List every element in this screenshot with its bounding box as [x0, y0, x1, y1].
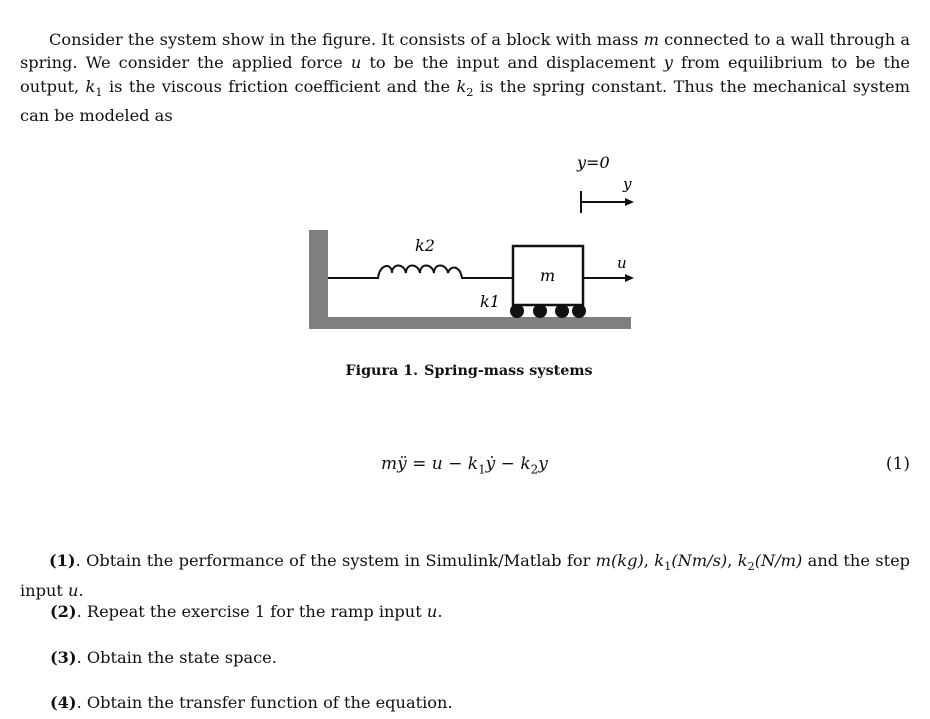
intro-text-5: is the viscous friction coefficient and the	[102, 76, 457, 96]
exercise-2-var-u: u	[426, 602, 438, 621]
exercise-1-sub-k1: 1	[664, 559, 672, 574]
equation-sub-1: 1	[478, 462, 486, 477]
intro-var-y: y	[663, 53, 673, 73]
equation-rhs-a: = u − k	[406, 454, 479, 474]
equation-rhs-c: y	[538, 454, 548, 474]
intro-text-4: from equilibrium to be the output,	[20, 53, 910, 96]
exercise-2	[50, 601, 442, 623]
intro-text-1: Consider the system show in the figure. It consists of a block with mass	[49, 30, 644, 50]
wheel-4	[572, 304, 586, 318]
wheel-2	[533, 304, 547, 318]
intro-var-k2: k	[456, 76, 467, 96]
exercise-1-text-1: . Obtain the performance of the system in Simulink/Matlab for	[75, 551, 596, 571]
label-y: y	[623, 175, 632, 193]
exercise-1-text-3: ,	[727, 551, 738, 571]
exercise-1	[20, 549, 910, 602]
equation-sub-2: 2	[530, 462, 539, 477]
exercise-1-text-2: ,	[643, 551, 655, 571]
intro-text-3: to be the input and displacement	[361, 53, 664, 73]
force-arrow-head	[625, 274, 634, 282]
exercise-1-unit-k1: (Nm/s)	[671, 551, 728, 571]
caption-label: Figura 1.	[345, 363, 419, 379]
exercise-1-var-k2: k	[737, 551, 748, 571]
exercise-1-text-4: and the step input	[20, 551, 911, 600]
label-y0: y=0	[577, 153, 610, 172]
intro-var-k1: k	[85, 76, 96, 96]
exercise-1-var-k1: k	[654, 551, 665, 571]
ground	[309, 317, 631, 329]
wheel-3	[555, 304, 569, 318]
intro-paragraph	[20, 28, 910, 127]
exercise-3-number: (3)	[50, 648, 77, 667]
exercise-2-text-1: . Repeat the exercise 1 for the ramp input	[76, 602, 427, 621]
equation-number: (1)	[885, 454, 910, 474]
intro-text-6: is the spring constant. Thus the mechanical system can be modeled as	[20, 76, 910, 126]
wall	[309, 230, 328, 329]
intro-var-m: m	[643, 30, 659, 50]
intro-sub-k1: 1	[95, 85, 103, 100]
intro-sub-k2: 2	[466, 85, 474, 100]
intro-var-u: u	[350, 53, 362, 73]
exercise-4	[50, 692, 453, 714]
spring-mass-figure	[300, 145, 640, 335]
exercise-2-text-2: .	[437, 602, 443, 621]
label-k1: k1	[480, 292, 500, 311]
equation-lhs: mÿ	[381, 454, 407, 474]
displacement-arrow-head	[625, 198, 634, 206]
exercise-1-var-m: m(kg)	[595, 551, 644, 571]
spring	[328, 266, 513, 279]
exercise-1-sub-k2: 2	[747, 559, 755, 574]
equation-rhs-b: ẏ − k	[485, 454, 531, 474]
label-u: u	[617, 254, 627, 272]
caption-text: Spring-mass systems	[424, 363, 593, 379]
exercise-1-unit-k2: (N/m)	[754, 551, 803, 571]
label-m: m	[540, 266, 556, 285]
equation-1	[381, 454, 548, 476]
wheel-1	[510, 304, 524, 318]
exercise-1-text-5: .	[78, 580, 84, 600]
exercise-1-number: (1)	[49, 551, 76, 571]
exercise-4-text: . Obtain the transfer function of the equation.	[76, 693, 453, 712]
exercise-3-text: . Obtain the state space.	[76, 648, 277, 667]
exercise-2-number: (2)	[50, 602, 77, 621]
exercise-1-var-u: u	[68, 580, 79, 600]
label-k2: k2	[415, 236, 435, 255]
exercise-3	[50, 647, 277, 669]
exercise-4-number: (4)	[50, 693, 77, 712]
intro-text-2: connected to a wall through a spring. We consider the applied force	[20, 30, 910, 73]
figure-caption	[0, 363, 930, 379]
